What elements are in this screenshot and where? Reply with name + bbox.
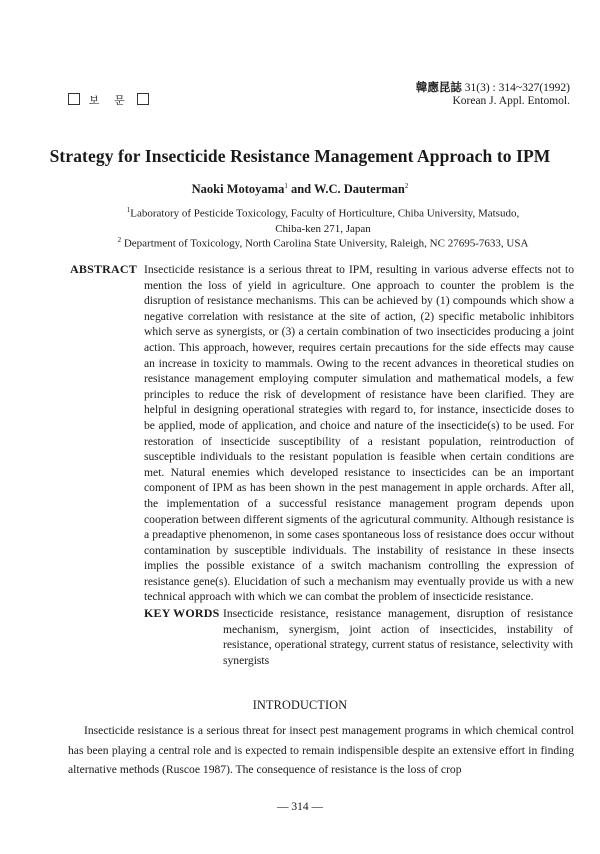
author-1: Naoki Motoyama <box>191 182 285 197</box>
keywords-label: KEY WORDS <box>144 606 220 620</box>
journal-citation <box>416 82 570 95</box>
affiliation-1 <box>70 203 576 237</box>
journal-name-english: Korean J. Appl. Entomol. <box>452 95 570 107</box>
author-connector: and <box>287 182 315 197</box>
paper-type-marker <box>68 92 149 108</box>
abstract-label: ABSTRACT <box>70 262 137 276</box>
section-heading-introduction: INTRODUCTION <box>252 698 348 712</box>
affiliation-1-line-1 <box>70 203 576 222</box>
paper-type-char-1: 보 <box>88 95 103 107</box>
checkbox-icon <box>68 93 80 105</box>
affiliation-1-line-2: Chiba-ken 271, Japan <box>275 222 371 235</box>
affiliation-1-text: Laboratory of Pesticide Toxicology, Faculty of Horticulture, Chiba University, Matsudo, <box>130 207 520 220</box>
author-2-mark: 2 <box>404 182 409 190</box>
affiliation-2-mark: 2 <box>117 236 122 244</box>
author-1-mark: 1 <box>284 182 288 190</box>
paper-type-char-2: 문 <box>114 95 128 107</box>
journal-name-korean: 韓應昆誌 <box>415 82 462 94</box>
affiliation-2-text: Department of Toxicology, North Carolina State University, Raleigh, NC 27695-7633, USA <box>121 237 529 250</box>
journal-reference <box>416 82 570 108</box>
author-2: W.C. Dauterman <box>314 182 405 197</box>
affiliation-1-mark: 1 <box>126 206 131 214</box>
introduction-paragraph: Insecticide resistance is a serious threat for insect pest management programs in which chemical control has been playing a central role and is expected to remain indispensible despite an extensive effort in finding alternative methods (Ruscoe 1987). The consequence of resistance is the loss of crop <box>68 724 574 776</box>
page-number: — 314 — <box>277 801 323 813</box>
keywords-text: Insecticide resistance, resistance management, disruption of resistance mechanism, synergism, joint action of insecticides, instability of resistance, operational strategy, current status of resistance, selectivity with synergists <box>223 607 573 667</box>
affiliation-2 <box>70 233 576 252</box>
checkbox-icon <box>137 93 149 105</box>
author-line <box>0 182 600 197</box>
abstract-body: Insecticide resistance is a serious threat to IPM, resulting in various adverse effects not to mention the loss of yield in agriculture. One approach to counter the problem is the disruption of resistance mechanisms. This can be achieved by (1) compounds which show a negative correlation with resistance at the site of action, (2) specific metabolic inhibitors which serve as synergists, or (3) a certain combination of two insecticides producing a joint action. This approach, however, requires certain precautions for the side effects may cause an increase in toxicity to mammals. Owing to the recent advances in theoretical studies on resistance management employing computer simulation and mathematical models, a few principles to reduce the risk of development of resistance have been clarified. They are helpful in designing operational strategies with regard to, for instance, insecticide doses to be applied, mode of application, and choice and nature of the insecticide(s) to be used. For restoration of insecticide susceptibility of a resistant population, reintroduction of susceptible individuals to the resistant population is feasible when certain conditions are met. Natural enemies which developed resistance to insecticides can be an important component of IPM as has been shown in the pest management in apple orchards. After all, the implementation of a successful resistance management program depends upon cooperation between different sigments of the agricutural community. Although resistance is a preadaptive phenomenon, in some cases spontaneous loss of resistance does occur without contamination by susceptible individuals. The instability of resistance in these insects implies the possible existance of a switch machanism controlling the expression of resistance gene(s). Elucidation of such a mechanism may eventually provide us with a new technical approach with which we can combat the problem of insecticide resistance. <box>144 263 574 604</box>
journal-volume-pages: 31(3) : 314~327(1992) <box>464 82 570 94</box>
paper-title: Strategy for Insecticide Resistance Management Approach to IPM <box>49 146 551 166</box>
